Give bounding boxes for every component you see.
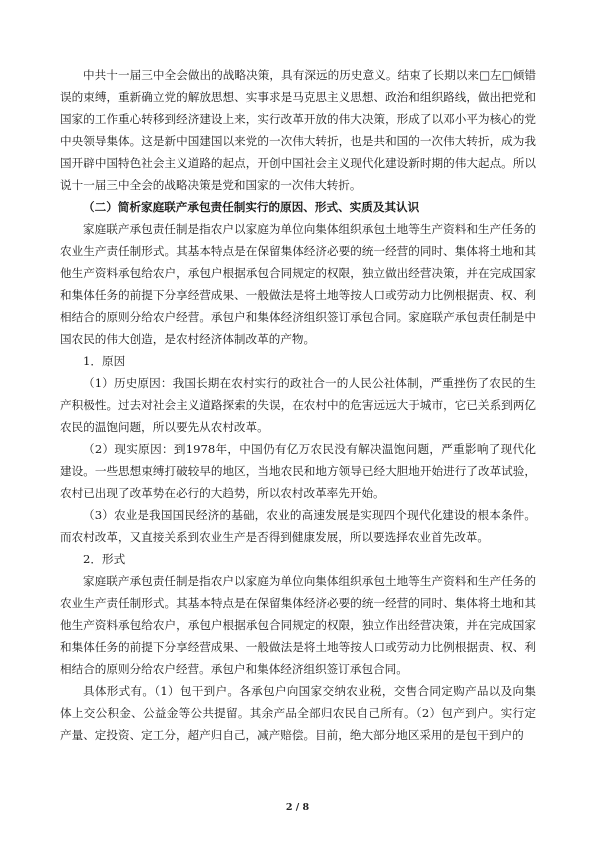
subheading-reasons: 1．原因 [83, 354, 126, 368]
paragraph-specific-forms: 具体形式有。（1）包干到户。各承包户向国家交纳农业税，交售合同定购产品以及向集体上交公积金、公益金等公共提留。其余产品全部归农民自己所有。（2）包产到户。实行定产量、定投资、定工分，超产归自己，减产赔偿。目前，绝大部分地区采用的是包干到户的 [60, 684, 536, 742]
paragraph-agriculture-reason: （3）农业是我国国民经济的基础，农业的高速发展是实现四个现代化建设的根本条件。而农村改革，又直接关系到农业生产是否得到健康发展，所以要选择农业首先改革。 [60, 508, 536, 544]
paragraph-historical-reason: （1）历史原因：我国长期在农村实行的政社合一的人民公社体制，严重挫伤了农民的生产积极性。过去对社会主义道路探索的失误，在农村中的危害远远大于城市，它已关系到两亿农民的温饱问题，所以要先从农村改革。 [60, 376, 536, 434]
page-number: 2 / 8 [285, 802, 310, 813]
subheading-forms: 2．形式 [83, 552, 126, 566]
section-heading: （二）简析家庭联产承包责任制实行的原因、形式、实质及其认识 [83, 200, 420, 214]
paragraph-significance: 中共十一届三中全会做出的战略决策，具有深远的历史意义。结束了长期以来□左□倾错误的束缚，重新确立党的解放思想、实事求是马克思主义思想、政治和组织路线，做出把党和国家的工作重心转移到经济建设上来，实行改革开放的伟大决策，形成了以邓小平为核心的党中央领导集体。这是新中国建国以来党的一次伟大转折，也是共和国的一次伟大转折，成为我国开辟中国特色社会主义道路的起点，开创中国社会主义现代化建设新时期的伟大起点。所以说十一届三中全会的战略决策是党和国家的一次伟大转折。 [60, 68, 536, 192]
paragraph-forms-definition: 家庭联产承包责任制是指农户以家庭为单位向集体组织承包土地等生产资料和生产任务的农业生产责任制形式。其基本特点是在保留集体经济必要的统一经营的同时、集体将土地和其他生产资料承包给农户，承包户根据承包合同规定的权限，独立作出经营决策，并在完成国家和集体任务的前提下分享经营成果、一般做法是将土地等按人口或劳动力比例根据责、权、利相结合的原则分给农户经营。承包户和集体经济组织签订承包合同。 [60, 574, 536, 676]
paragraph-practical-reason: （2）现实原因：到1978年，中国仍有亿万农民没有解决温饱问题，严重影响了现代化建设。一些思想束缚打破较早的地区，当地农民和地方领导已经大胆地开始进行了改革试验，农村已出现了改革势在必行的大趋势，所以农村改革率先开始。 [60, 442, 536, 500]
document-page [60, 64, 536, 746]
paragraph-definition: 家庭联产承包责任制是指农户以家庭为单位向集体组织承包土地等生产资料和生产任务的农业生产责任制形式。其基本特点是在保留集体经济必要的统一经营的同时、集体将土地和其他生产资料承包给农户，承包户根据承包合同规定的权限，独立做出经营决策，并在完成国家和集体任务的前提下分享经营成果、一般做法是将土地等按人口或劳动力比例根据责、权、利相结合的原则分给农户经营。承包户和集体经济组织签订承包合同。家庭联产承包责任制是中国农民的伟大创造，是农村经济体制改革的产物。 [60, 222, 536, 346]
